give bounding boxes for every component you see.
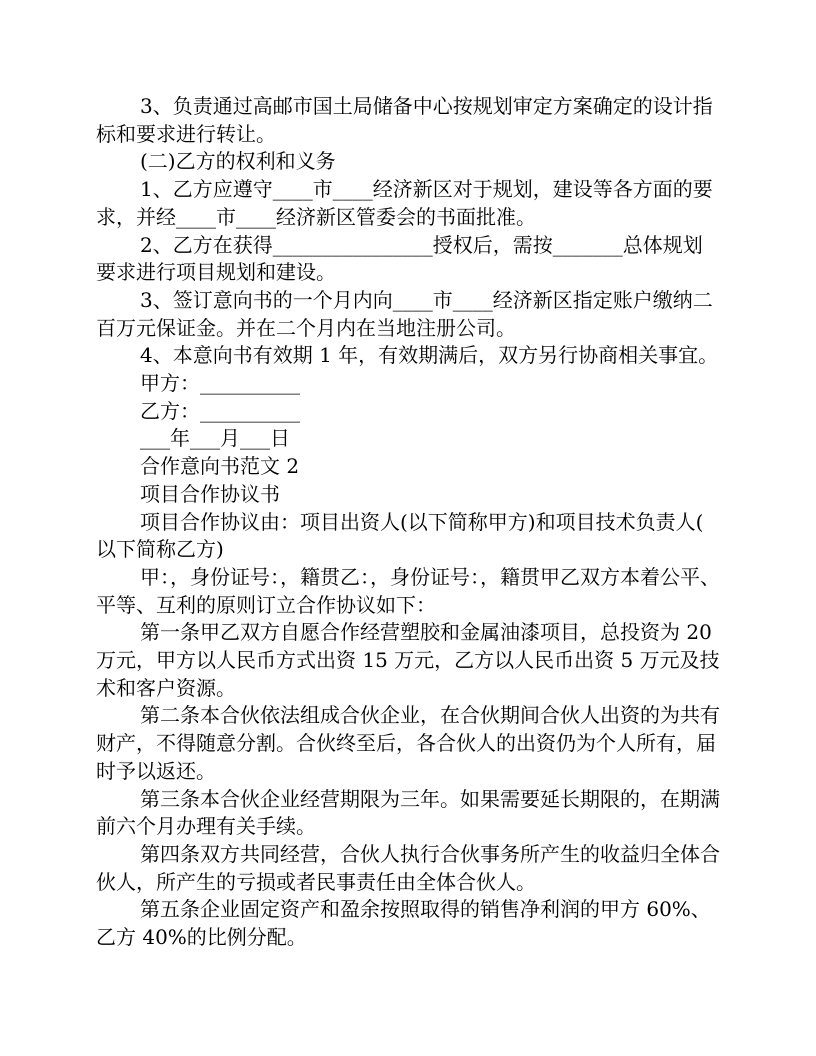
paragraph: ___年___月___日 — [140, 426, 290, 451]
paragraph: 2、乙方在获得________________授权后，需按_______总体规划要求进行项目规划和建设。 — [96, 232, 703, 285]
paragraph: 甲：，身份证号：，籍贯乙：，身份证号：，籍贯甲乙双方本着公平、平等、互利的原则订立合作协议如下： — [96, 564, 720, 617]
paragraph: 项目合作协议由：项目出资人(以下简称甲方)和项目技术负责人(以下简称乙方) — [96, 509, 704, 562]
paragraph: 3、负责通过高邮市国土局储备中心按规划审定方案确定的设计指标和要求进行转让。 — [96, 94, 713, 146]
paragraph: 第一条甲乙双方自愿合作经营塑胶和金属油漆项目，总投资为 20 万元，甲方以人民币方式出资 15 万元，乙方以人民币出资 5 万元及技术和客户资源。 — [96, 620, 720, 700]
paragraph: 1、乙方应遵守____市____经济新区对于规划，建设等各方面的要求，并经____市____经济新区管委会的书面批准。 — [96, 177, 713, 229]
paragraph: 合作意向书范文 2 — [140, 454, 300, 479]
paragraph: 3、签订意向书的一个月内向____市____经济新区指定账户缴纳二百万元保证金。并在二个月内在当地注册公司。 — [96, 287, 713, 340]
paragraph: 乙方：__________ — [140, 398, 300, 423]
paragraph: 4、本意向书有效期 1 年，有效期满后，双方另行协商相关事宜。 — [140, 343, 719, 368]
document-body-text — [96, 93, 720, 952]
paragraph: 项目合作协议书 — [140, 481, 280, 506]
paragraph: 甲方：__________ — [140, 371, 300, 396]
paragraph: (二)乙方的权利和义务 — [140, 149, 336, 174]
paragraph: 第三条本合伙企业经营期限为三年。如果需要延长期限的，在期满前六个月办理有关手续。 — [96, 786, 720, 839]
paragraph: 第四条双方共同经营，合伙人执行合伙事务所产生的收益归全体合伙人，所产生的亏损或者民事责任由全体合伙人。 — [96, 841, 720, 894]
paragraph: 第五条企业固定资产和盈余按照取得的销售净利润的甲方 60%、乙方 40%的比例分配。 — [96, 897, 711, 950]
paragraph: 第二条本合伙依法组成合伙企业，在合伙期间合伙人出资的为共有财产，不得随意分割。合伙终至后，各合伙人的出资仍为个人所有，届时予以返还。 — [96, 703, 720, 783]
